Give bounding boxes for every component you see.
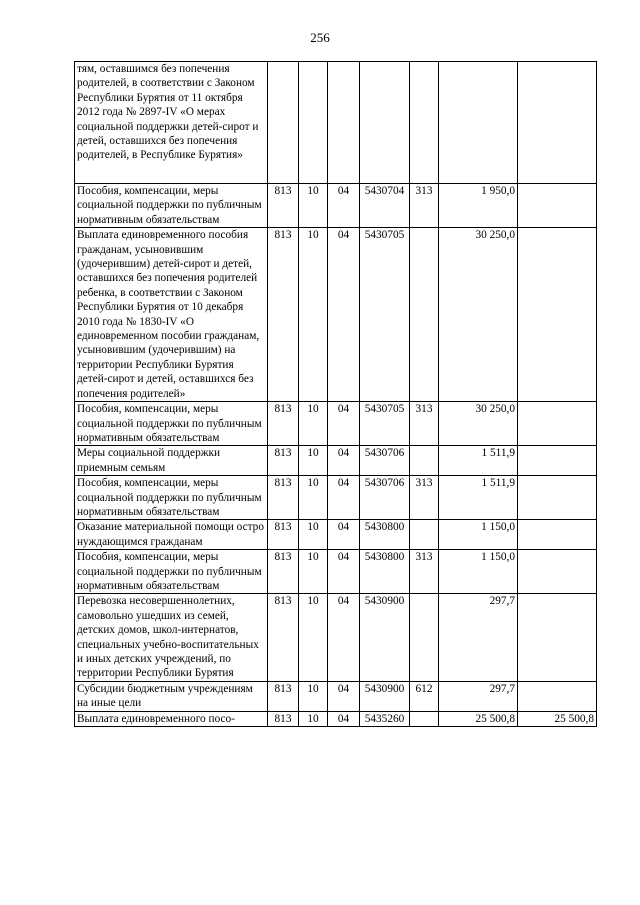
amount: 1 150,0 bbox=[439, 520, 518, 550]
amount-federal bbox=[518, 520, 597, 550]
table-row bbox=[75, 446, 597, 476]
section-code: 10 bbox=[299, 550, 328, 594]
target-item-code: 5430900 bbox=[360, 594, 410, 681]
section-code: 10 bbox=[299, 402, 328, 446]
subsection-code: 04 bbox=[328, 711, 360, 726]
table-row bbox=[75, 184, 597, 228]
expense-type-code: 313 bbox=[410, 402, 439, 446]
department-code: 813 bbox=[268, 550, 299, 594]
table-row bbox=[75, 594, 597, 681]
section-code bbox=[299, 62, 328, 184]
expense-type-code bbox=[410, 594, 439, 681]
amount-federal bbox=[518, 62, 597, 184]
item-name: Субсидии бюджетным учреждениям на иные цели bbox=[75, 681, 268, 711]
target-item-code: 5430800 bbox=[360, 550, 410, 594]
table-row bbox=[75, 402, 597, 446]
section-code: 10 bbox=[299, 520, 328, 550]
department-code: 813 bbox=[268, 228, 299, 402]
item-name: Пособия, компенсации, меры социальной поддержки по публичным нормативным обязательствам bbox=[75, 550, 268, 594]
department-code: 813 bbox=[268, 681, 299, 711]
table-row bbox=[75, 550, 597, 594]
amount: 297,7 bbox=[439, 594, 518, 681]
item-name: Пособия, компенсации, меры социальной поддержки по публичным нормативным обязательствам bbox=[75, 402, 268, 446]
table-row bbox=[75, 681, 597, 711]
target-item-code: 5430705 bbox=[360, 402, 410, 446]
amount: 1 511,9 bbox=[439, 476, 518, 520]
item-name: Оказание материальной помощи остро нуждающимся гражданам bbox=[75, 520, 268, 550]
item-name: Пособия, компенсации, меры социальной поддержки по публичным нормативным обязательствам bbox=[75, 184, 268, 228]
target-item-code: 5430704 bbox=[360, 184, 410, 228]
table-row bbox=[75, 520, 597, 550]
subsection-code bbox=[328, 62, 360, 184]
department-code: 813 bbox=[268, 594, 299, 681]
amount-federal bbox=[518, 681, 597, 711]
target-item-code bbox=[360, 62, 410, 184]
amount: 1 511,9 bbox=[439, 446, 518, 476]
subsection-code: 04 bbox=[328, 476, 360, 520]
department-code: 813 bbox=[268, 520, 299, 550]
target-item-code: 5430900 bbox=[360, 681, 410, 711]
expense-type-code bbox=[410, 62, 439, 184]
item-name: Перевозка несовершеннолетних, самовольно ушедших из семей, детских домов, школ-интернатов, специальных учебно-воспитательных и иных детских учреждений, по территории Республики Бурятия bbox=[75, 594, 268, 681]
target-item-code: 5430706 bbox=[360, 446, 410, 476]
expense-type-code bbox=[410, 228, 439, 402]
subsection-code: 04 bbox=[328, 550, 360, 594]
department-code: 813 bbox=[268, 184, 299, 228]
item-name: Меры социальной поддержки приемным семьям bbox=[75, 446, 268, 476]
amount-federal bbox=[518, 594, 597, 681]
subsection-code: 04 bbox=[328, 184, 360, 228]
budget-table bbox=[74, 61, 597, 727]
item-name: тям, оставшимся без попечения родителей, в соответствии с Законом Республики Бурятия от 11 октября 2012 года № 2897-IV «О мерах социальной поддержки детей-сирот и детей, оставшихся без попечения родителей, в Республике Бурятия» bbox=[75, 62, 268, 184]
amount: 25 500,8 bbox=[439, 711, 518, 726]
section-code: 10 bbox=[299, 446, 328, 476]
subsection-code: 04 bbox=[328, 402, 360, 446]
section-code: 10 bbox=[299, 184, 328, 228]
subsection-code: 04 bbox=[328, 446, 360, 476]
amount: 30 250,0 bbox=[439, 402, 518, 446]
table-row bbox=[75, 62, 597, 184]
target-item-code: 5430706 bbox=[360, 476, 410, 520]
table-row bbox=[75, 476, 597, 520]
item-name: Выплата единовременного пособия гражданам, усыновившим (удочерившим) детей-сирот и детей, оставшихся без попечения родителей ребенка, в соответствии с Законом Республики Бурятия от 10 декабря 2010 года № 1830-IV «О единовременном пособии гражданам, усыновившим (удочерившим) на территории Республики Бурятия детей-сирот и детей, оставшихся без попечения родителей» bbox=[75, 228, 268, 402]
subsection-code: 04 bbox=[328, 228, 360, 402]
section-code: 10 bbox=[299, 594, 328, 681]
department-code: 813 bbox=[268, 711, 299, 726]
amount-federal bbox=[518, 476, 597, 520]
target-item-code: 5435260 bbox=[360, 711, 410, 726]
department-code: 813 bbox=[268, 446, 299, 476]
amount bbox=[439, 62, 518, 184]
subsection-code: 04 bbox=[328, 594, 360, 681]
amount: 30 250,0 bbox=[439, 228, 518, 402]
amount: 1 950,0 bbox=[439, 184, 518, 228]
amount-federal: 25 500,8 bbox=[518, 711, 597, 726]
expense-type-code bbox=[410, 711, 439, 726]
expense-type-code: 313 bbox=[410, 550, 439, 594]
amount: 297,7 bbox=[439, 681, 518, 711]
expense-type-code: 612 bbox=[410, 681, 439, 711]
expense-type-code: 313 bbox=[410, 184, 439, 228]
amount-federal bbox=[518, 402, 597, 446]
amount: 1 150,0 bbox=[439, 550, 518, 594]
subsection-code: 04 bbox=[328, 681, 360, 711]
expense-type-code bbox=[410, 446, 439, 476]
department-code: 813 bbox=[268, 476, 299, 520]
expense-type-code bbox=[410, 520, 439, 550]
table-row bbox=[75, 711, 597, 726]
amount-federal bbox=[518, 550, 597, 594]
item-name: Пособия, компенсации, меры социальной поддержки по публичным нормативным обязательствам bbox=[75, 476, 268, 520]
target-item-code: 5430705 bbox=[360, 228, 410, 402]
section-code: 10 bbox=[299, 711, 328, 726]
department-code: 813 bbox=[268, 402, 299, 446]
amount-federal bbox=[518, 228, 597, 402]
amount-federal bbox=[518, 184, 597, 228]
page-number: 256 bbox=[310, 30, 330, 45]
section-code: 10 bbox=[299, 681, 328, 711]
department-code bbox=[268, 62, 299, 184]
section-code: 10 bbox=[299, 228, 328, 402]
expense-type-code: 313 bbox=[410, 476, 439, 520]
target-item-code: 5430800 bbox=[360, 520, 410, 550]
section-code: 10 bbox=[299, 476, 328, 520]
subsection-code: 04 bbox=[328, 520, 360, 550]
table-row bbox=[75, 228, 597, 402]
amount-federal bbox=[518, 446, 597, 476]
item-name: Выплата единовременного посо- bbox=[75, 711, 268, 726]
